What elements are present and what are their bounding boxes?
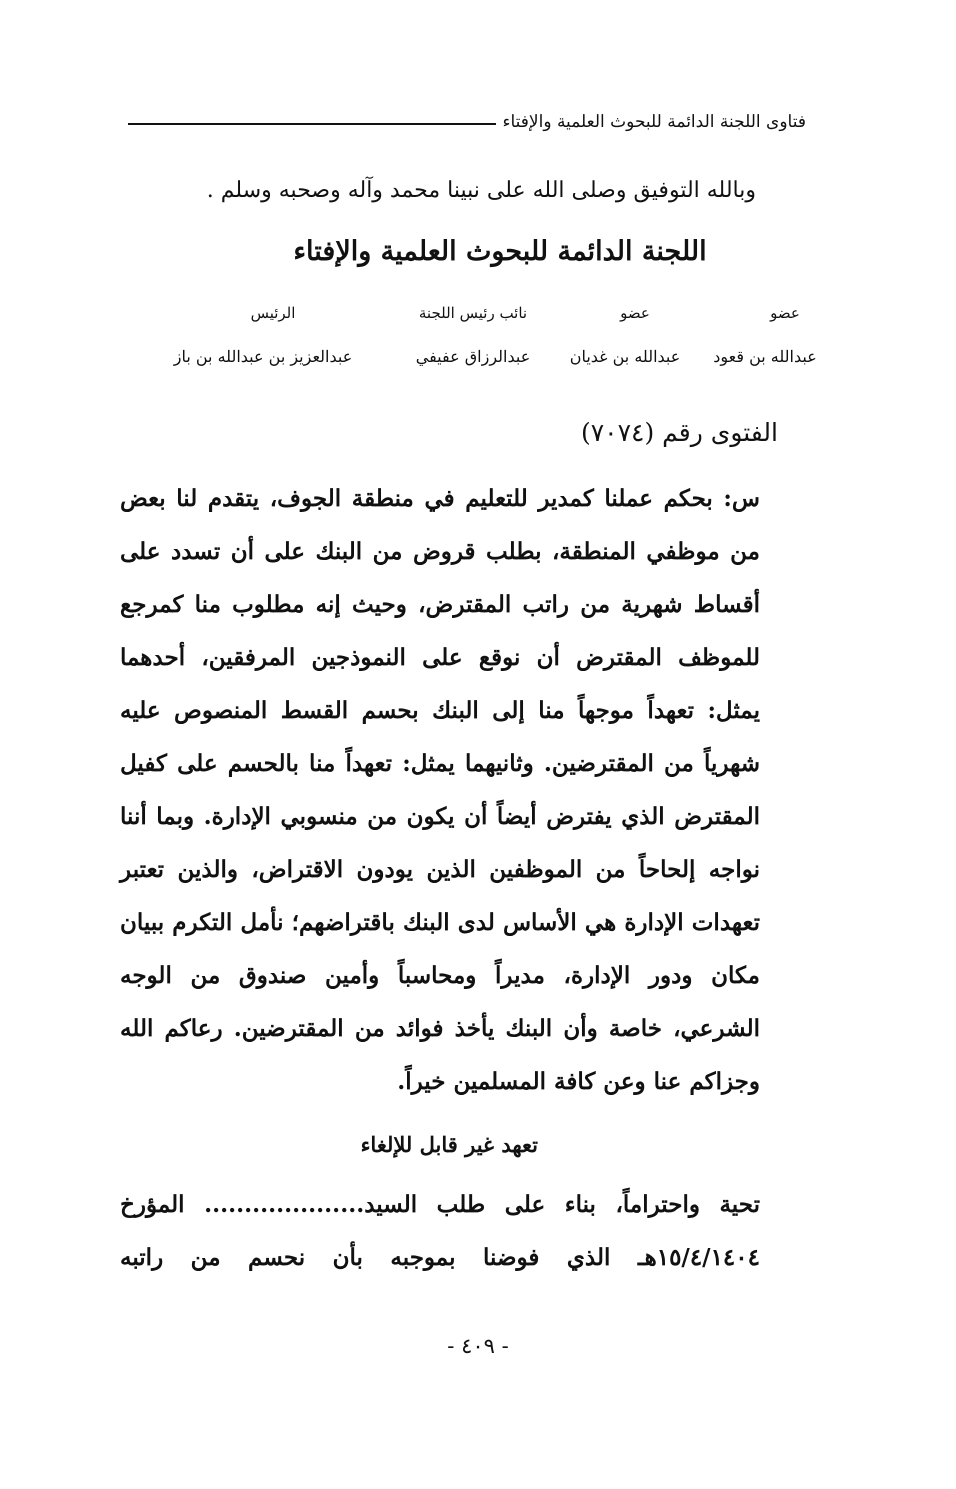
signatory <box>700 300 830 370</box>
fatwa-number: الفتوى رقم (٧٠٧٤) <box>580 418 778 447</box>
signatory <box>398 300 548 370</box>
signatory-role: عضو <box>620 304 650 322</box>
pledge-body: تحية واحتراماً، بناء على طلب السيد.................... المؤرخ ١٥/٤/١٤٠٤هـ الذي فوضنا بموجبه بأن نحسم من راتبه <box>120 1191 760 1271</box>
signatory-role: عضو <box>770 304 800 322</box>
pledge-title: تعهد غير قابل للإلغاء <box>360 1132 538 1157</box>
signatory-name: عبدالله بن قعود <box>713 347 817 366</box>
signatory-name: عبدالله بن غديان <box>569 347 681 366</box>
signatory-name: عبدالعزيز بن عبدالله بن باز <box>173 347 353 366</box>
committee-title: اللجنة الدائمة للبحوث العلمية والإفتاء <box>293 236 707 267</box>
closing-line: وبالله التوفيق وصلى الله على نبينا محمد وآله وصحبه وسلم . <box>206 178 756 203</box>
signatory-role: الرئيس <box>250 304 296 322</box>
signatory <box>148 300 378 370</box>
signatory <box>550 300 700 370</box>
signatories-block <box>120 300 830 380</box>
header-rule <box>128 123 496 125</box>
page-number: - ٤٠٩ - <box>447 1334 509 1358</box>
signatory-role: نائب رئيس اللجنة <box>418 304 528 322</box>
fatwa-question: س: بحكم عملنا كمدير للتعليم في منطقة الجوف، يتقدم لنا بعض من موظفي المنطقة، بطلب قروض من البنك على أن تسدد على أقساط شهرية من راتب المقترض، وحيث إنه مطلوب منا كمرجع للموظف المقترض أن نوقع على النموذجين المرفقين، أحدهما يمثل: تعهداً موجهاً منا إلى البنك بحسم القسط المنصوص عليه شهرياً من المقترضين. وثانيهما يمثل: تعهداً منا بالحسم على كفيل المقترض الذي يفترض أيضاً أن يكون من منسوبي الإدارة. وبما أننا نواجه إلحاحاً من الموظفين الذين يودون الاقتراض، والذين تعتبر تعهدات الإدارة هي الأساس لدى البنك باقتراضهم؛ نأمل التكرم ببيان مكان ودور الإدارة، مديراً ومحاسباً وأمين صندوق من الوجه الشرعي، خاصة وأن البنك يأخذ فوائد من المقترضين. رعاكم الله وجزاكم عنا وعن كافة المسلمين خيراً. <box>120 485 760 1095</box>
running-header <box>128 108 806 136</box>
running-title: فتاوى اللجنة الدائمة للبحوث العلمية والإفتاء <box>502 112 806 132</box>
signatory-name: عبدالرزاق عفيفي <box>415 347 531 366</box>
